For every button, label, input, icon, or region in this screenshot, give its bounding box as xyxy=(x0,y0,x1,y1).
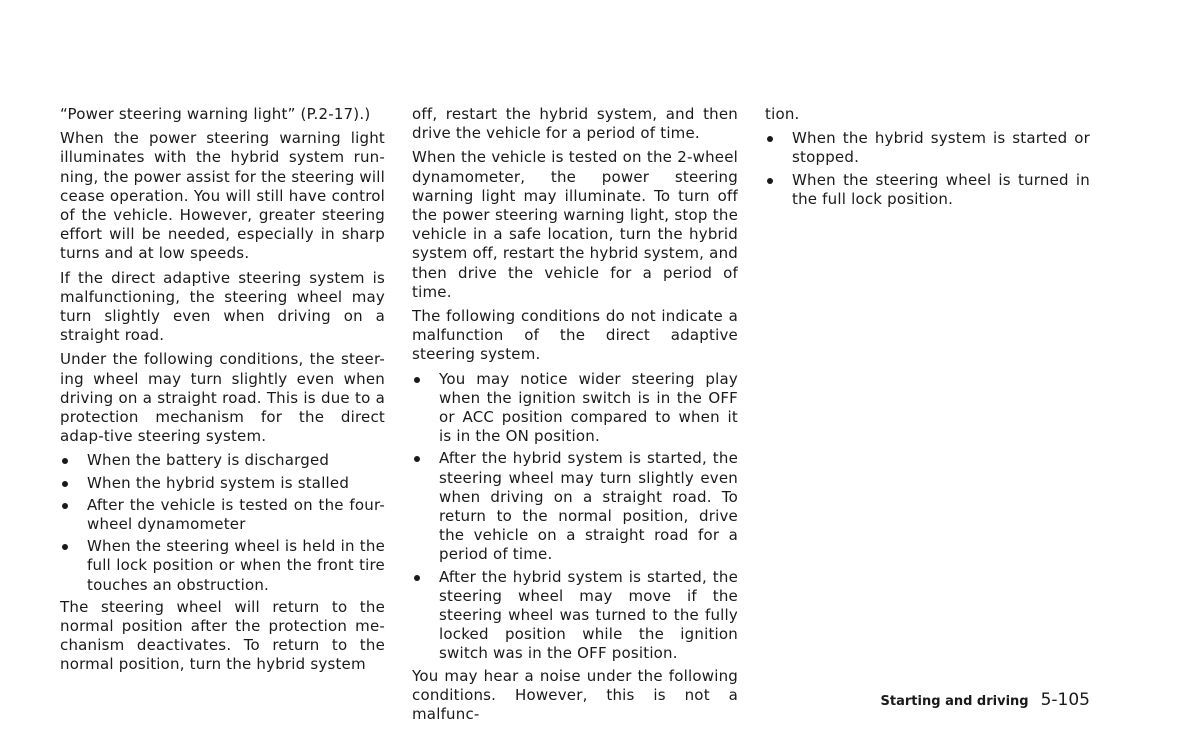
paragraph: You may hear a noise under the following conditions. However, this is not a malfunc- xyxy=(412,666,738,724)
page-footer xyxy=(860,690,1090,710)
paragraph: When the power steering warning light illuminates with the hybrid system run-ning, the power assist for the steering will cease operation. You will still have control of the vehicle. However, greater steering effort will be needed, especially in sharp turns and at low speeds. xyxy=(60,129,385,263)
paragraph: When the vehicle is tested on the 2-wheel dynamometer, the power steering warning light may illuminate. To turn off the power steering warning light, stop the vehicle in a safe location, turn the hybrid system off, restart the hybrid system, and then drive the vehicle for a period of time. xyxy=(412,148,738,301)
list-item: When the hybrid system is stalled xyxy=(60,474,385,493)
list-item: After the hybrid system is started, the steering wheel may turn slightly even when driving on a straight road. To return to the normal position, drive the vehicle on a straight road for a period of time. xyxy=(412,449,738,564)
paragraph: tion. xyxy=(765,105,800,123)
column-1 xyxy=(60,105,385,680)
paragraph: The following conditions do not indicate a malfunction of the direct adaptive steering system. xyxy=(412,307,738,364)
paragraph: Under the following conditions, the steer-ing wheel may turn slightly even when driving on a straight road. This is due to a protection mechanism for the direct adap-tive steering system. xyxy=(60,350,385,446)
list-item: When the steering wheel is held in the full lock position or when the front tire touches an obstruction. xyxy=(60,537,385,595)
paragraph-reference: “Power steering warning light” (P.2-17).) xyxy=(60,105,371,123)
section-title: Starting and driving xyxy=(880,694,1029,709)
column-3 xyxy=(765,105,1090,212)
paragraph: The steering wheel will return to the normal position after the protection me-chanism deactivates. To return to the normal position, turn the hybrid system xyxy=(60,597,385,674)
list-item: When the hybrid system is started or stopped. xyxy=(765,129,1090,167)
paragraph: If the direct adaptive steering system is malfunctioning, the steering wheel may turn slightly even when driving on a straight road. xyxy=(60,268,385,345)
bullet-list xyxy=(765,129,1090,209)
page-number: 5-105 xyxy=(1040,690,1090,710)
list-item: After the vehicle is tested on the four-wheel dynamometer xyxy=(60,496,385,534)
bullet-list xyxy=(60,451,385,594)
list-item: When the battery is discharged xyxy=(60,451,385,470)
list-item: After the hybrid system is started, the steering wheel may move if the steering wheel was turned to the fully locked position while the ignition switch was in the OFF position. xyxy=(412,568,738,664)
paragraph: off, restart the hybrid system, and then drive the vehicle for a period of time. xyxy=(412,105,738,143)
column-2 xyxy=(412,105,738,729)
list-item: When the steering wheel is turned in the full lock position. xyxy=(765,171,1090,209)
list-item: You may notice wider steering play when the ignition switch is in the OFF or ACC position compared to when it is in the ON position. xyxy=(412,370,738,447)
bullet-list xyxy=(412,370,738,664)
